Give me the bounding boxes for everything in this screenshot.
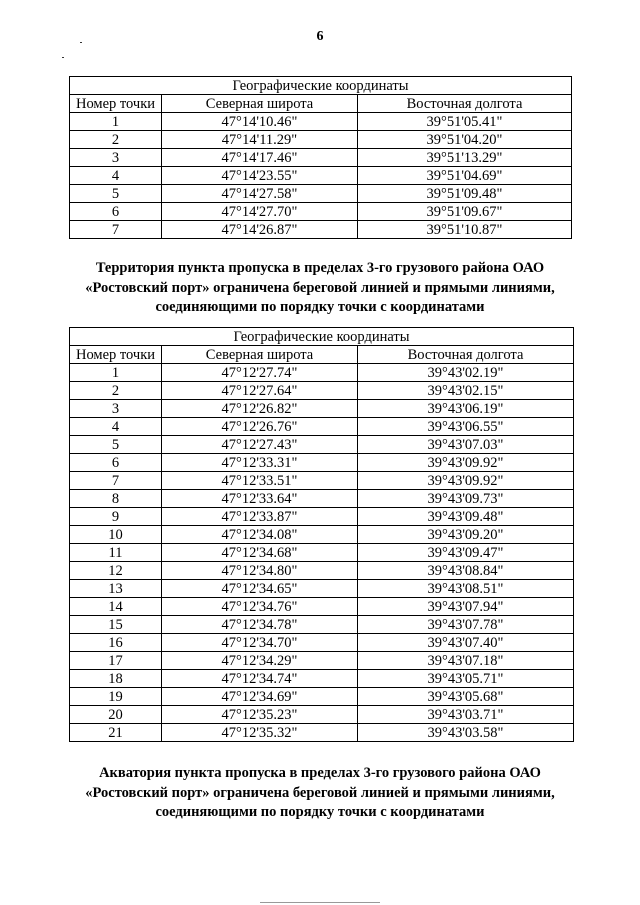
page-number: 6 [316, 29, 324, 44]
table-row [70, 436, 574, 454]
cell-latitude: 47°12'34.74" [162, 670, 358, 688]
cell-point-number: 17 [70, 652, 162, 670]
cell-longitude: 39°43'06.55" [358, 418, 574, 436]
cell-longitude: 39°43'07.18" [358, 652, 574, 670]
cell-latitude: 47°14'27.58" [162, 185, 358, 203]
territory-paragraph: Территория пункта пропуска в пределах 3-го грузового района ОАО «Ростовский порт» ограничена береговой линией и прямыми линиями, соединяющими по порядку точки с координатами [85, 260, 555, 315]
table-row [70, 149, 572, 167]
cell-point-number: 1 [70, 364, 162, 382]
cell-latitude: 47°12'26.76" [162, 418, 358, 436]
scan-edge-line [260, 902, 380, 903]
water-area-paragraph: Акватория пункта пропуска в пределах 3-го грузового района ОАО «Ростовский порт» ограничена береговой линией и прямыми линиями, соединяющими по порядку точки с координатами [85, 765, 555, 820]
header-longitude: Восточная долгота [358, 346, 574, 364]
cell-point-number: 4 [70, 167, 162, 185]
cell-latitude: 47°14'17.46" [162, 149, 358, 167]
table-row [70, 526, 574, 544]
cell-point-number: 14 [70, 598, 162, 616]
cell-longitude: 39°43'07.94" [358, 598, 574, 616]
cell-point-number: 16 [70, 634, 162, 652]
cell-point-number: 21 [70, 724, 162, 742]
table-row [70, 185, 572, 203]
cell-point-number: 15 [70, 616, 162, 634]
table-row [70, 652, 574, 670]
table-row [70, 616, 574, 634]
table-caption: Географические координаты [70, 328, 574, 346]
cell-longitude: 39°43'09.47" [358, 544, 574, 562]
cell-longitude: 39°43'09.20" [358, 526, 574, 544]
cell-point-number: 18 [70, 670, 162, 688]
cell-longitude: 39°43'07.40" [358, 634, 574, 652]
cell-longitude: 39°43'08.84" [358, 562, 574, 580]
table-row [70, 634, 574, 652]
cell-longitude: 39°51'13.29" [358, 149, 572, 167]
table-row [70, 400, 574, 418]
cell-point-number: 3 [70, 400, 162, 418]
table-row [70, 203, 572, 221]
cell-longitude: 39°43'03.58" [358, 724, 574, 742]
table-row [70, 562, 574, 580]
table-row [70, 364, 574, 382]
cell-longitude: 39°43'07.78" [358, 616, 574, 634]
cell-latitude: 47°12'35.23" [162, 706, 358, 724]
header-point-number: Номер точки [70, 346, 162, 364]
cell-latitude: 47°14'10.46" [162, 113, 358, 131]
cell-point-number: 11 [70, 544, 162, 562]
cell-latitude: 47°14'11.29" [162, 131, 358, 149]
cell-point-number: 6 [70, 454, 162, 472]
cell-point-number: 20 [70, 706, 162, 724]
table-row [70, 167, 572, 185]
cell-longitude: 39°43'09.73" [358, 490, 574, 508]
cell-latitude: 47°12'34.08" [162, 526, 358, 544]
cell-longitude: 39°51'04.20" [358, 131, 572, 149]
cell-latitude: 47°14'26.87" [162, 221, 358, 239]
table-row [70, 706, 574, 724]
cell-longitude: 39°43'09.92" [358, 472, 574, 490]
cell-point-number: 8 [70, 490, 162, 508]
cell-point-number: 1 [70, 113, 162, 131]
cell-latitude: 47°12'27.64" [162, 382, 358, 400]
cell-longitude: 39°43'05.68" [358, 688, 574, 706]
header-point-number: Номер точки [70, 95, 162, 113]
table-body [70, 113, 572, 239]
cell-latitude: 47°12'34.78" [162, 616, 358, 634]
cell-latitude: 47°12'33.51" [162, 472, 358, 490]
cell-longitude: 39°43'06.19" [358, 400, 574, 418]
coordinates-table-2 [69, 327, 574, 742]
cell-point-number: 19 [70, 688, 162, 706]
cell-latitude: 47°12'33.87" [162, 508, 358, 526]
cell-latitude: 47°12'34.65" [162, 580, 358, 598]
cell-latitude: 47°12'27.74" [162, 364, 358, 382]
table-row [70, 598, 574, 616]
cell-longitude: 39°51'09.67" [358, 203, 572, 221]
cell-longitude: 39°43'09.48" [358, 508, 574, 526]
cell-latitude: 47°12'33.64" [162, 490, 358, 508]
cell-point-number: 2 [70, 131, 162, 149]
cell-longitude: 39°43'07.03" [358, 436, 574, 454]
cell-latitude: 47°12'33.31" [162, 454, 358, 472]
cell-point-number: 5 [70, 185, 162, 203]
cell-point-number: 4 [70, 418, 162, 436]
cell-longitude: 39°43'05.71" [358, 670, 574, 688]
header-longitude: Восточная долгота [358, 95, 572, 113]
cell-longitude: 39°43'02.19" [358, 364, 574, 382]
cell-longitude: 39°43'02.15" [358, 382, 574, 400]
cell-latitude: 47°12'34.70" [162, 634, 358, 652]
cell-point-number: 5 [70, 436, 162, 454]
cell-point-number: 6 [70, 203, 162, 221]
table-row [70, 490, 574, 508]
scan-speck [62, 57, 64, 58]
cell-longitude: 39°43'03.71" [358, 706, 574, 724]
coordinates-table-1 [69, 76, 572, 239]
table-row [70, 670, 574, 688]
cell-longitude: 39°51'04.69" [358, 167, 572, 185]
table-row [70, 382, 574, 400]
cell-latitude: 47°12'26.82" [162, 400, 358, 418]
cell-latitude: 47°12'34.29" [162, 652, 358, 670]
table-row [70, 418, 574, 436]
cell-latitude: 47°12'34.76" [162, 598, 358, 616]
table-row [70, 131, 572, 149]
cell-latitude: 47°12'34.68" [162, 544, 358, 562]
table-row [70, 724, 574, 742]
cell-point-number: 10 [70, 526, 162, 544]
table-caption: Географические координаты [70, 77, 572, 95]
cell-point-number: 7 [70, 221, 162, 239]
cell-point-number: 13 [70, 580, 162, 598]
table-row [70, 113, 572, 131]
cell-longitude: 39°51'05.41" [358, 113, 572, 131]
cell-latitude: 47°12'27.43" [162, 436, 358, 454]
cell-point-number: 2 [70, 382, 162, 400]
table-row [70, 544, 574, 562]
cell-longitude: 39°51'10.87" [358, 221, 572, 239]
header-latitude: Северная широта [162, 346, 358, 364]
cell-latitude: 47°14'27.70" [162, 203, 358, 221]
cell-point-number: 12 [70, 562, 162, 580]
cell-longitude: 39°43'09.92" [358, 454, 574, 472]
cell-latitude: 47°12'34.69" [162, 688, 358, 706]
header-latitude: Северная широта [162, 95, 358, 113]
table-row [70, 454, 574, 472]
table-row [70, 472, 574, 490]
cell-longitude: 39°51'09.48" [358, 185, 572, 203]
cell-latitude: 47°12'35.32" [162, 724, 358, 742]
cell-point-number: 7 [70, 472, 162, 490]
cell-point-number: 9 [70, 508, 162, 526]
table-row [70, 688, 574, 706]
cell-longitude: 39°43'08.51" [358, 580, 574, 598]
table-row [70, 508, 574, 526]
cell-latitude: 47°12'34.80" [162, 562, 358, 580]
table-row [70, 221, 572, 239]
table-row [70, 580, 574, 598]
table-body [70, 364, 574, 742]
cell-point-number: 3 [70, 149, 162, 167]
cell-latitude: 47°14'23.55" [162, 167, 358, 185]
